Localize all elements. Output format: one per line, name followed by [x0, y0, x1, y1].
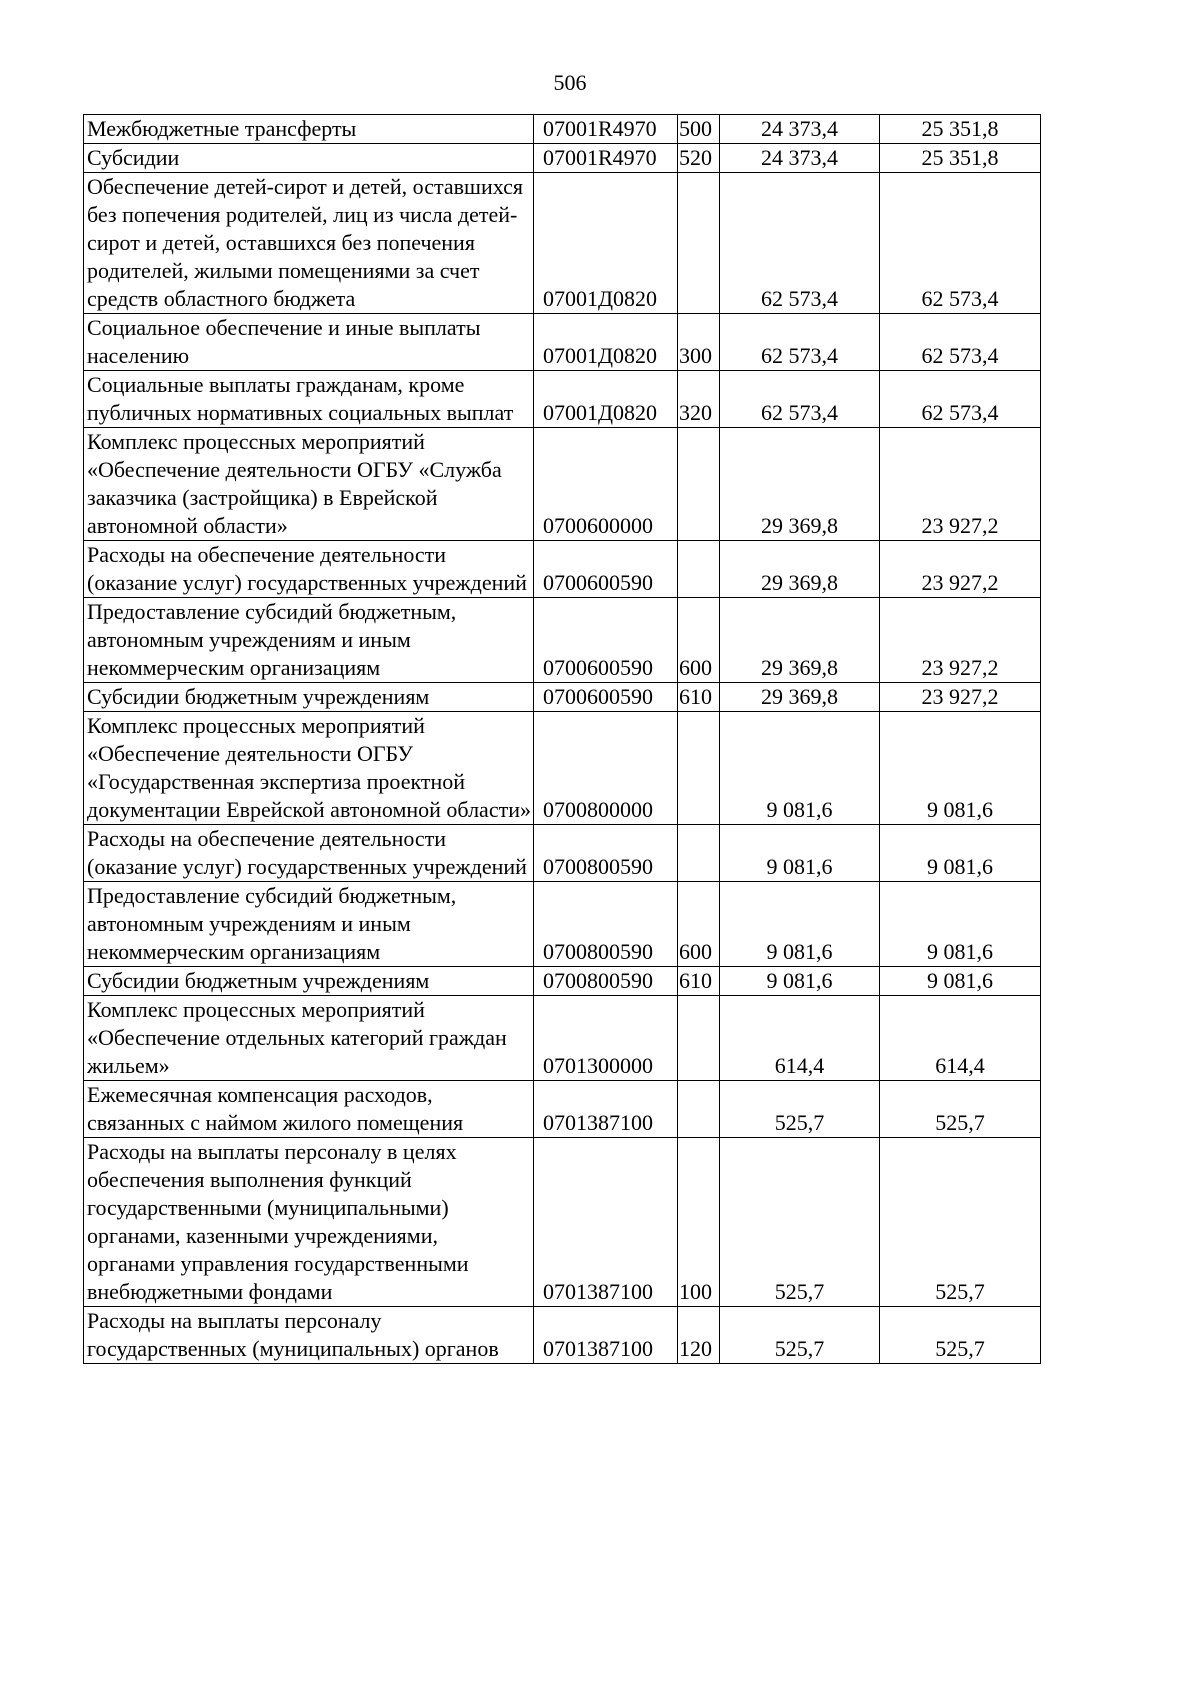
- budget-table-body: [84, 115, 1041, 1364]
- table-row: [84, 1081, 1041, 1138]
- row-code-cell: 0700600590: [534, 541, 678, 598]
- row-value-2024-cell: 9 081,6: [720, 712, 880, 825]
- row-code-cell: 07001Д0820: [534, 314, 678, 371]
- row-value-2024-cell: 9 081,6: [720, 882, 880, 967]
- row-name-cell: Обеспечение детей-сирот и детей, оставшихся без попечения родителей, лиц из числа детей-сирот и детей, оставшихся без попечения родителей, жилыми помещениями за счет средств областного бюджета: [84, 173, 534, 314]
- table-row: [84, 371, 1041, 428]
- row-code-cell: 0700800590: [534, 967, 678, 996]
- row-value-2025-cell: 23 927,2: [880, 541, 1041, 598]
- row-code-cell: 07001R4970: [534, 115, 678, 144]
- row-value-2025-cell: 525,7: [880, 1307, 1041, 1364]
- row-value-2025-cell: 23 927,2: [880, 683, 1041, 712]
- table-row: [84, 1138, 1041, 1307]
- row-value-2025-cell: 25 351,8: [880, 144, 1041, 173]
- row-name-cell: Субсидии: [84, 144, 534, 173]
- row-value-2024-cell: 525,7: [720, 1307, 880, 1364]
- row-type-cell: 610: [678, 683, 720, 712]
- row-type-cell: 610: [678, 967, 720, 996]
- row-code-cell: 0700600590: [534, 598, 678, 683]
- row-value-2024-cell: 614,4: [720, 996, 880, 1081]
- row-value-2024-cell: 29 369,8: [720, 683, 880, 712]
- table-row: [84, 144, 1041, 173]
- row-value-2024-cell: 24 373,4: [720, 115, 880, 144]
- row-value-2024-cell: 9 081,6: [720, 967, 880, 996]
- table-row: [84, 541, 1041, 598]
- table-row: [84, 683, 1041, 712]
- table-row: [84, 598, 1041, 683]
- row-code-cell: 0701300000: [534, 996, 678, 1081]
- row-name-cell: Расходы на выплаты персоналу государственных (муниципальных) органов: [84, 1307, 534, 1364]
- row-code-cell: 07001R4970: [534, 144, 678, 173]
- row-value-2025-cell: 9 081,6: [880, 882, 1041, 967]
- row-value-2025-cell: 525,7: [880, 1138, 1041, 1307]
- row-value-2025-cell: 9 081,6: [880, 967, 1041, 996]
- row-value-2025-cell: 9 081,6: [880, 825, 1041, 882]
- row-name-cell: Комплекс процессных мероприятий «Обеспечение отдельных категорий граждан жильем»: [84, 996, 534, 1081]
- table-row: [84, 712, 1041, 825]
- row-name-cell: Социальное обеспечение и иные выплаты населению: [84, 314, 534, 371]
- row-type-cell: [678, 541, 720, 598]
- table-row: [84, 825, 1041, 882]
- row-type-cell: 300: [678, 314, 720, 371]
- row-value-2025-cell: 62 573,4: [880, 314, 1041, 371]
- row-name-cell: Субсидии бюджетным учреждениям: [84, 967, 534, 996]
- table-row: [84, 314, 1041, 371]
- row-code-cell: 07001Д0820: [534, 371, 678, 428]
- row-type-cell: [678, 173, 720, 314]
- row-value-2025-cell: 23 927,2: [880, 428, 1041, 541]
- row-type-cell: 500: [678, 115, 720, 144]
- row-type-cell: 120: [678, 1307, 720, 1364]
- row-code-cell: 0700800000: [534, 712, 678, 825]
- row-code-cell: 07001Д0820: [534, 173, 678, 314]
- row-value-2025-cell: 614,4: [880, 996, 1041, 1081]
- row-type-cell: 600: [678, 882, 720, 967]
- row-type-cell: [678, 1081, 720, 1138]
- row-value-2024-cell: 525,7: [720, 1081, 880, 1138]
- page-number: 506: [553, 70, 587, 95]
- table-row: [84, 173, 1041, 314]
- row-code-cell: 0700800590: [534, 825, 678, 882]
- table-row: [84, 428, 1041, 541]
- row-type-cell: 320: [678, 371, 720, 428]
- row-value-2024-cell: 29 369,8: [720, 598, 880, 683]
- row-type-cell: 520: [678, 144, 720, 173]
- row-value-2025-cell: 62 573,4: [880, 371, 1041, 428]
- row-type-cell: [678, 428, 720, 541]
- row-name-cell: Предоставление субсидий бюджетным, автономным учреждениям и иным некоммерческим организациям: [84, 882, 534, 967]
- row-value-2024-cell: 525,7: [720, 1138, 880, 1307]
- row-value-2025-cell: 62 573,4: [880, 173, 1041, 314]
- row-code-cell: 0701387100: [534, 1138, 678, 1307]
- row-code-cell: 0700600590: [534, 683, 678, 712]
- table-row: [84, 967, 1041, 996]
- row-code-cell: 0701387100: [534, 1307, 678, 1364]
- row-name-cell: Комплекс процессных мероприятий «Обеспечение деятельности ОГБУ «Государственная экспертиза проектной документации Еврейской автономной области»: [84, 712, 534, 825]
- row-value-2025-cell: 25 351,8: [880, 115, 1041, 144]
- row-value-2024-cell: 62 573,4: [720, 371, 880, 428]
- table-row: [84, 996, 1041, 1081]
- row-value-2024-cell: 24 373,4: [720, 144, 880, 173]
- row-name-cell: Межбюджетные трансферты: [84, 115, 534, 144]
- row-code-cell: 0700800590: [534, 882, 678, 967]
- row-value-2025-cell: 9 081,6: [880, 712, 1041, 825]
- row-name-cell: Расходы на выплаты персоналу в целях обеспечения выполнения функций государственными (муниципальными) органами, казенными учреждениями, органами управления государственными внебюджетными фондами: [84, 1138, 534, 1307]
- table-row: [84, 115, 1041, 144]
- row-name-cell: Расходы на обеспечение деятельности (оказание услуг) государственных учреждений: [84, 541, 534, 598]
- row-value-2025-cell: 23 927,2: [880, 598, 1041, 683]
- budget-table: [83, 114, 1041, 1364]
- row-name-cell: Субсидии бюджетным учреждениям: [84, 683, 534, 712]
- table-row: [84, 1307, 1041, 1364]
- row-type-cell: [678, 712, 720, 825]
- row-name-cell: Ежемесячная компенсация расходов, связанных с наймом жилого помещения: [84, 1081, 534, 1138]
- row-type-cell: 600: [678, 598, 720, 683]
- row-code-cell: 0700600000: [534, 428, 678, 541]
- row-value-2024-cell: 62 573,4: [720, 173, 880, 314]
- row-value-2024-cell: 62 573,4: [720, 314, 880, 371]
- row-type-cell: 100: [678, 1138, 720, 1307]
- row-value-2024-cell: 29 369,8: [720, 428, 880, 541]
- row-type-cell: [678, 996, 720, 1081]
- row-code-cell: 0701387100: [534, 1081, 678, 1138]
- row-name-cell: Социальные выплаты гражданам, кроме публичных нормативных социальных выплат: [84, 371, 534, 428]
- row-name-cell: Комплекс процессных мероприятий «Обеспечение деятельности ОГБУ «Служба заказчика (застройщика) в Еврейской автономной области»: [84, 428, 534, 541]
- row-name-cell: Расходы на обеспечение деятельности (оказание услуг) государственных учреждений: [84, 825, 534, 882]
- table-row: [84, 882, 1041, 967]
- row-name-cell: Предоставление субсидий бюджетным, автономным учреждениям и иным некоммерческим организациям: [84, 598, 534, 683]
- row-value-2025-cell: 525,7: [880, 1081, 1041, 1138]
- row-value-2024-cell: 29 369,8: [720, 541, 880, 598]
- row-type-cell: [678, 825, 720, 882]
- row-value-2024-cell: 9 081,6: [720, 825, 880, 882]
